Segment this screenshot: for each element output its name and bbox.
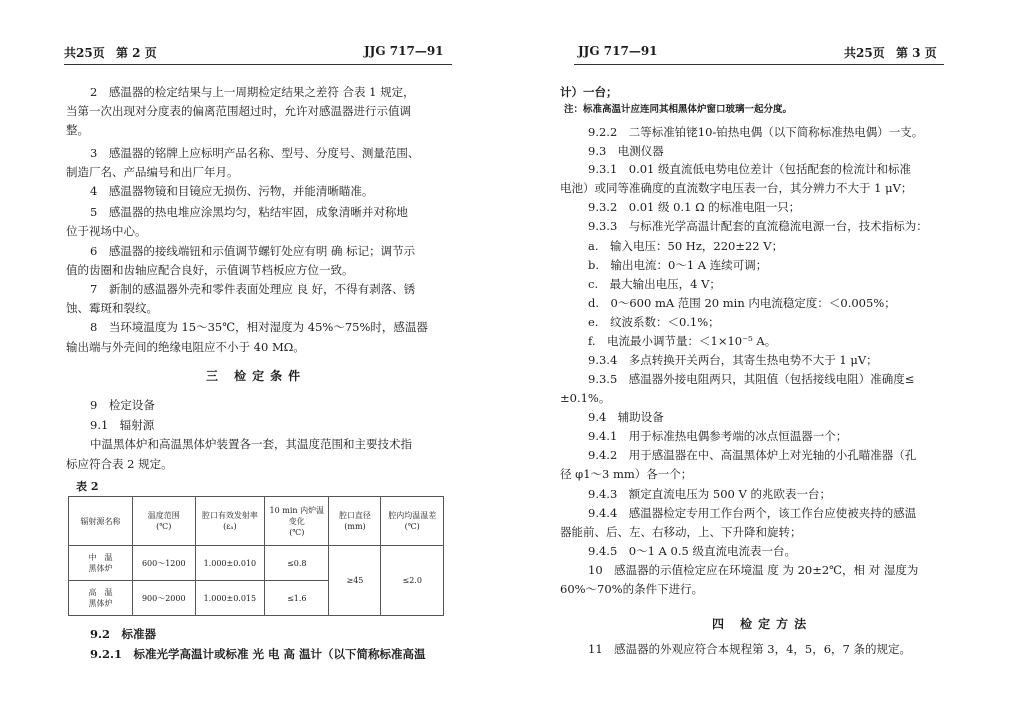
right-note: 注：标准高温计应连同其相黑体炉窗口玻璃一起分度。 [564,104,793,115]
table-header-cell: 腔口有效发射率 (εₐ) [195,497,265,546]
table-cell-diameter: ≥45 [329,546,381,616]
right-text-line: f. 电流最小调节量：＜1×10⁻⁵ A。 [588,334,777,348]
table-cell-uniformity: ≤2.0 [381,546,444,616]
left-header-pages: 共25页 [64,46,105,60]
left-text-line: 9.2.1 标准光学高温计或标准 光 电 高 温计（以下简称标准高温 [90,647,426,661]
right-text-line: 器能前、后、左、右移动，上、下升降和旋转； [560,525,802,539]
right-text-line: d. 0～600 mA 范围 20 min 内电流稳定度：＜0.005%； [588,296,896,310]
right-text-line: e. 纹波系数：＜0.1%； [588,315,720,329]
table-row [69,546,444,581]
left-text-line: 9 检定设备 [90,398,155,412]
right-text-line: 9.3.2 0.01 级 0.1 Ω 的标准电阻一只； [588,200,801,214]
right-text-line: 9.4.2 用于感温器在中、高温黑体炉上对光轴的小孔瞄准器（孔 [588,448,917,462]
table-cell-drift: ≤1.6 [265,581,329,616]
left-text-line: 7 新制的感温器外壳和零件表面处理应 良 好，不得有剥落、锈 [90,282,416,296]
section-title-conditions: 三 检定条件 [206,369,307,383]
right-text-line: 9.4 辅助设备 [588,410,664,424]
left-text-line: 蚀、霉斑和裂纹。 [66,301,158,315]
section-title-methods: 四 检定方法 [712,617,813,631]
right-text-line: 60%～70%的条件下进行。 [560,582,704,596]
right-text-line: 9.3.4 多点转换开关两台，其寄生热电势不大于 1 μV； [588,353,878,367]
right-text-line: 10 感温器的示值检定应在环境温 度 为 20±2℃，相 对 湿度为 [588,563,919,577]
right-text-line: 9.3.1 0.01 级直流低电势电位差计（包括配套的检流计和标准 [588,162,912,176]
right-page [512,0,1024,724]
right-text-line: 9.3 电测仪器 [588,144,664,158]
table-header-cell: 腔口直径 (mm) [329,497,381,546]
left-text-line: 中温黑体炉和高温黑体炉装置各一套，其温度范围和主要技术指 [90,437,412,451]
right-text-line: 计）一台； [560,85,618,99]
right-text-line: 9.2.2 二等标准铂铑10-铂热电偶（以下简称标准热电偶）一支。 [588,125,924,139]
table-cell-emissivity: 1.000±0.010 [195,546,265,581]
right-text-line: 9.4.5 0～1 A 0.5 级直流电流表一台。 [588,544,796,558]
table-cell-range: 600～1200 [132,546,195,581]
table-cell-drift: ≤0.8 [265,546,329,581]
right-text-line: b. 输出电流：0～1 A 连续可调； [588,258,768,272]
table-header-cell: 10 min 内炉温变化 (℃) [265,497,329,546]
right-header-page-no: 第 3 页 [896,46,937,60]
left-text-line: 2 感温器的检定结果与上一周期检定结果之差符 合表 1 规定， [90,85,415,99]
left-text-line: 位于视场中心。 [66,224,147,238]
table-label: 表 2 [76,480,99,493]
table-cell-range: 900～2000 [132,581,195,616]
left-text-line: 4 感温器物镜和目镜应无损伤、污物，并能清晰瞄准。 [90,184,374,198]
right-text-line: 电池）或同等准确度的直流数字电压表一台，其分辨力不大于 1 μV； [560,181,913,195]
left-text-line: 当第一次出现对分度表的偏离范围超过时，允许对感温器进行示值调 [66,104,411,118]
table-header-cell: 腔内均温温差 (℃) [381,497,444,546]
right-text-line: 9.4.3 额定直流电压为 500 V 的兆欧表一台； [588,487,831,501]
right-text-line: 9.3.5 感温器外接电阻两只，其阻值（包括接线电阻）准确度≤ [588,372,915,386]
left-header-page-no: 第 2 页 [116,46,157,60]
table-header-cell: 辐射源名称 [69,497,133,546]
right-text-line: 9.4.1 用于标准热电偶参考端的冰点恒温器一个； [588,429,848,443]
right-header-rule [574,64,944,65]
left-text-line: 输出端与外壳间的绝缘电阻应不小于 40 MΩ。 [66,340,305,354]
left-header-rule [64,64,452,65]
left-text-line: 5 感温器的热电堆应涂黑均匀，粘结牢固，成象清晰并对称地 [90,205,408,219]
left-text-line: 值的齿圈和齿轴应配合良好，示值调节档板应方位一致。 [66,263,354,277]
table-header-row [69,497,444,546]
right-text-line: 径 φ1～3 mm）各一个； [560,467,693,481]
left-text-line: 3 感温器的铭牌上应标明产品名称、型号、分度号、测量范围、 [90,146,420,160]
right-text-line: c. 最大输出电压，4 V； [588,277,721,291]
left-text-line: 制造厂名、产品编号和出厂年月。 [66,165,239,179]
left-text-line: 整。 [66,123,89,137]
right-text-line: a. 输入电压：50 Hz，220±22 V； [588,239,784,253]
right-header-code: JJG 717—91 [578,44,658,58]
table-cell-name: 中 温 黑体炉 [69,546,133,581]
left-text-line: 8 当环境温度为 15～35℃，相对湿度为 45%～75%时，感温器 [90,320,428,334]
right-text-line: 9.4.4 感温器检定专用工作台两个，该工作台应使被夹持的感温 [588,506,917,520]
right-header-pages: 共25页 [844,46,885,60]
right-text-line: ±0.1%。 [560,391,611,405]
right-text-line: 11 感温器的外观应符合本规程第 3，4，5，6，7 条的规定。 [588,642,912,656]
table-cell-name: 高 温 黑体炉 [69,581,133,616]
right-text-line: 9.3.3 与标准光学高温计配套的直流稳流电源一台，技术指标为： [588,219,928,233]
table-header-cell: 温度范围 (℃) [132,497,195,546]
table-cell-emissivity: 1.000±0.015 [195,581,265,616]
left-text-line: 6 感温器的接线端钮和示值调节螺钉处应有明 确 标记；调节示 [90,244,416,258]
left-text-line: 标应符合表 2 规定。 [66,457,173,471]
left-text-line: 9.1 辐射源 [90,418,155,432]
left-page [0,0,500,724]
left-header-code: JJG 717—91 [364,44,444,58]
left-text-line: 9.2 标准器 [90,627,157,641]
radiation-source-table [68,496,444,616]
